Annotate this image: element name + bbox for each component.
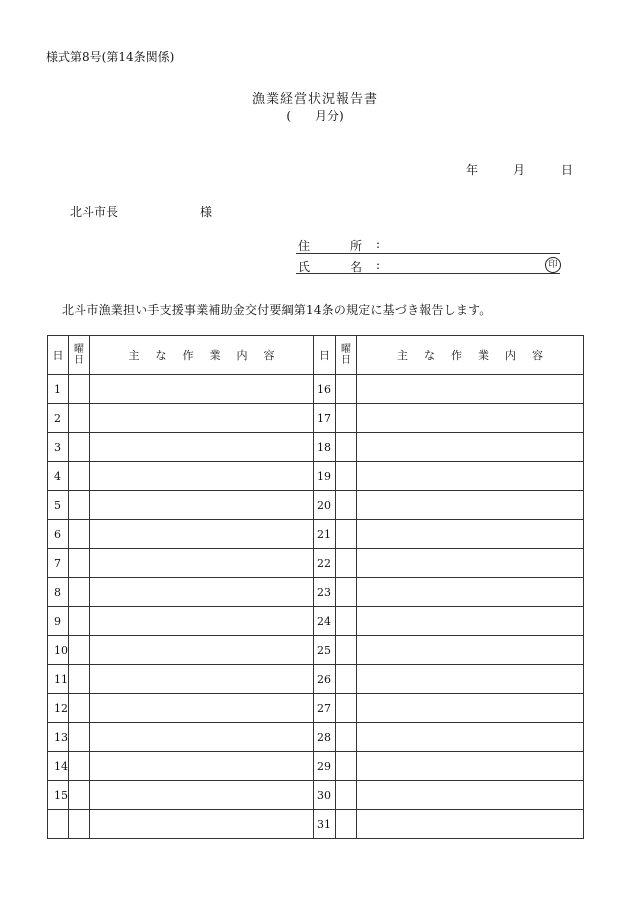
work-cell-right[interactable] [357,491,584,520]
header-work-right: 主な作業内容 [357,336,584,375]
weekday-cell-right[interactable] [336,433,357,462]
header-weekday-bottom: 日 [74,355,84,366]
work-cell-right[interactable] [357,375,584,404]
weekday-cell[interactable] [69,723,90,752]
address-field-line[interactable] [296,253,560,254]
work-cell[interactable] [90,462,314,491]
report-statement: 北斗市漁業担い手支援事業補助金交付要綱第14条の規定に基づき報告します。 [62,303,492,317]
day-cell: 5 [48,491,69,520]
weekday-cell[interactable] [69,665,90,694]
day-cell: 1 [48,375,69,404]
name-label-second: 名 [350,260,363,274]
day-cell-right: 16 [314,375,336,404]
table-row [48,607,584,636]
day-cell-right: 29 [314,752,336,781]
day-cell: 14 [48,752,69,781]
day-cell-right: 18 [314,433,336,462]
day-cell: 11 [48,665,69,694]
day-cell: 13 [48,723,69,752]
day-cell-right: 23 [314,578,336,607]
work-cell-right[interactable] [357,404,584,433]
header-weekday-right-top: 曜 [341,344,351,355]
work-cell[interactable] [90,665,314,694]
seal-mark: 印 [545,257,561,273]
day-cell-right: 31 [314,810,336,839]
work-cell-right[interactable] [357,781,584,810]
weekday-cell-right[interactable] [336,462,357,491]
header-day: 日 [48,336,69,375]
date-day-label: 日 [561,163,574,177]
work-cell-right[interactable] [357,549,584,578]
address-label-second: 所 [350,239,363,253]
table-row [48,752,584,781]
weekday-cell[interactable] [69,404,90,433]
day-cell [48,810,69,839]
header-weekday [69,336,90,375]
table-row [48,810,584,839]
day-cell-right: 25 [314,636,336,665]
work-cell-right[interactable] [357,810,584,839]
table-row [48,636,584,665]
day-cell: 12 [48,694,69,723]
work-log-table [47,335,584,839]
work-cell-right[interactable] [357,520,584,549]
header-weekday-right-bottom: 日 [341,355,351,366]
weekday-cell-right[interactable] [336,404,357,433]
work-cell[interactable] [90,491,314,520]
day-cell: 15 [48,781,69,810]
day-cell-right: 22 [314,549,336,578]
weekday-cell-right[interactable] [336,694,357,723]
weekday-cell-right[interactable] [336,520,357,549]
day-cell: 6 [48,520,69,549]
header-work: 主な作業内容 [90,336,314,375]
table-row [48,781,584,810]
weekday-cell[interactable] [69,549,90,578]
work-cell-right[interactable] [357,607,584,636]
weekday-cell[interactable] [69,636,90,665]
day-cell-right: 19 [314,462,336,491]
day-cell-right: 17 [314,404,336,433]
table-row [48,462,584,491]
day-cell: 4 [48,462,69,491]
day-cell-right: 24 [314,607,336,636]
weekday-cell[interactable] [69,781,90,810]
weekday-cell-right[interactable] [336,665,357,694]
work-cell[interactable] [90,636,314,665]
addressee-name: 北斗市長 [70,205,119,219]
work-cell[interactable] [90,607,314,636]
day-cell: 9 [48,607,69,636]
work-cell-right[interactable] [357,752,584,781]
day-cell: 8 [48,578,69,607]
weekday-cell-right[interactable] [336,549,357,578]
table-row [48,549,584,578]
weekday-cell[interactable] [69,752,90,781]
weekday-cell[interactable] [69,520,90,549]
table-row [48,578,584,607]
work-cell-right[interactable] [357,694,584,723]
work-cell[interactable] [90,520,314,549]
table-header-row [48,336,584,375]
address-colon: : [376,237,381,251]
work-cell[interactable] [90,404,314,433]
work-cell-right[interactable] [357,665,584,694]
name-label-first: 氏 [298,260,311,274]
weekday-cell[interactable] [69,694,90,723]
table-row [48,665,584,694]
work-cell-right[interactable] [357,433,584,462]
table-row [48,433,584,462]
work-cell-right[interactable] [357,636,584,665]
day-cell-right: 28 [314,723,336,752]
table-row [48,375,584,404]
weekday-cell-right[interactable] [336,491,357,520]
header-weekday-right [336,336,357,375]
table-row [48,723,584,752]
work-cell[interactable] [90,723,314,752]
name-colon: : [376,258,381,272]
weekday-cell[interactable] [69,607,90,636]
date-month-label: 月 [513,163,526,177]
work-cell[interactable] [90,781,314,810]
table-row [48,491,584,520]
header-day-right: 日 [314,336,336,375]
day-cell: 10 [48,636,69,665]
weekday-cell-right[interactable] [336,578,357,607]
work-cell-right[interactable] [357,462,584,491]
weekday-cell-right[interactable] [336,607,357,636]
day-cell-right: 20 [314,491,336,520]
table-row [48,404,584,433]
date-year-label: 年 [466,163,479,177]
weekday-cell[interactable] [69,462,90,491]
day-cell-right: 21 [314,520,336,549]
weekday-cell[interactable] [69,491,90,520]
name-field-line[interactable] [296,273,560,274]
work-cell[interactable] [90,375,314,404]
work-cell-right[interactable] [357,723,584,752]
weekday-cell[interactable] [69,375,90,404]
day-cell-right: 27 [314,694,336,723]
addressee-honorific: 様 [200,205,213,219]
weekday-cell-right[interactable] [336,752,357,781]
work-cell[interactable] [90,578,314,607]
work-cell[interactable] [90,433,314,462]
work-cell[interactable] [90,694,314,723]
table-row [48,520,584,549]
weekday-cell[interactable] [69,810,90,839]
month-subtitle: ( 月分) [286,109,344,123]
work-cell-right[interactable] [357,578,584,607]
work-cell[interactable] [90,752,314,781]
header-weekday-top: 曜 [74,344,84,355]
day-cell: 7 [48,549,69,578]
weekday-cell-right[interactable] [336,781,357,810]
day-cell-right: 30 [314,781,336,810]
document-title: 漁業経営状況報告書 [251,92,378,107]
weekday-cell-right[interactable] [336,810,357,839]
weekday-cell-right[interactable] [336,636,357,665]
day-cell-right: 26 [314,665,336,694]
work-cell[interactable] [90,810,314,839]
form-number: 様式第8号(第14条関係) [46,50,175,64]
weekday-cell[interactable] [69,578,90,607]
day-cell: 3 [48,433,69,462]
weekday-cell-right[interactable] [336,723,357,752]
weekday-cell[interactable] [69,433,90,462]
table-row [48,694,584,723]
address-label-first: 住 [298,239,311,253]
day-cell: 2 [48,404,69,433]
weekday-cell-right[interactable] [336,375,357,404]
work-cell[interactable] [90,549,314,578]
